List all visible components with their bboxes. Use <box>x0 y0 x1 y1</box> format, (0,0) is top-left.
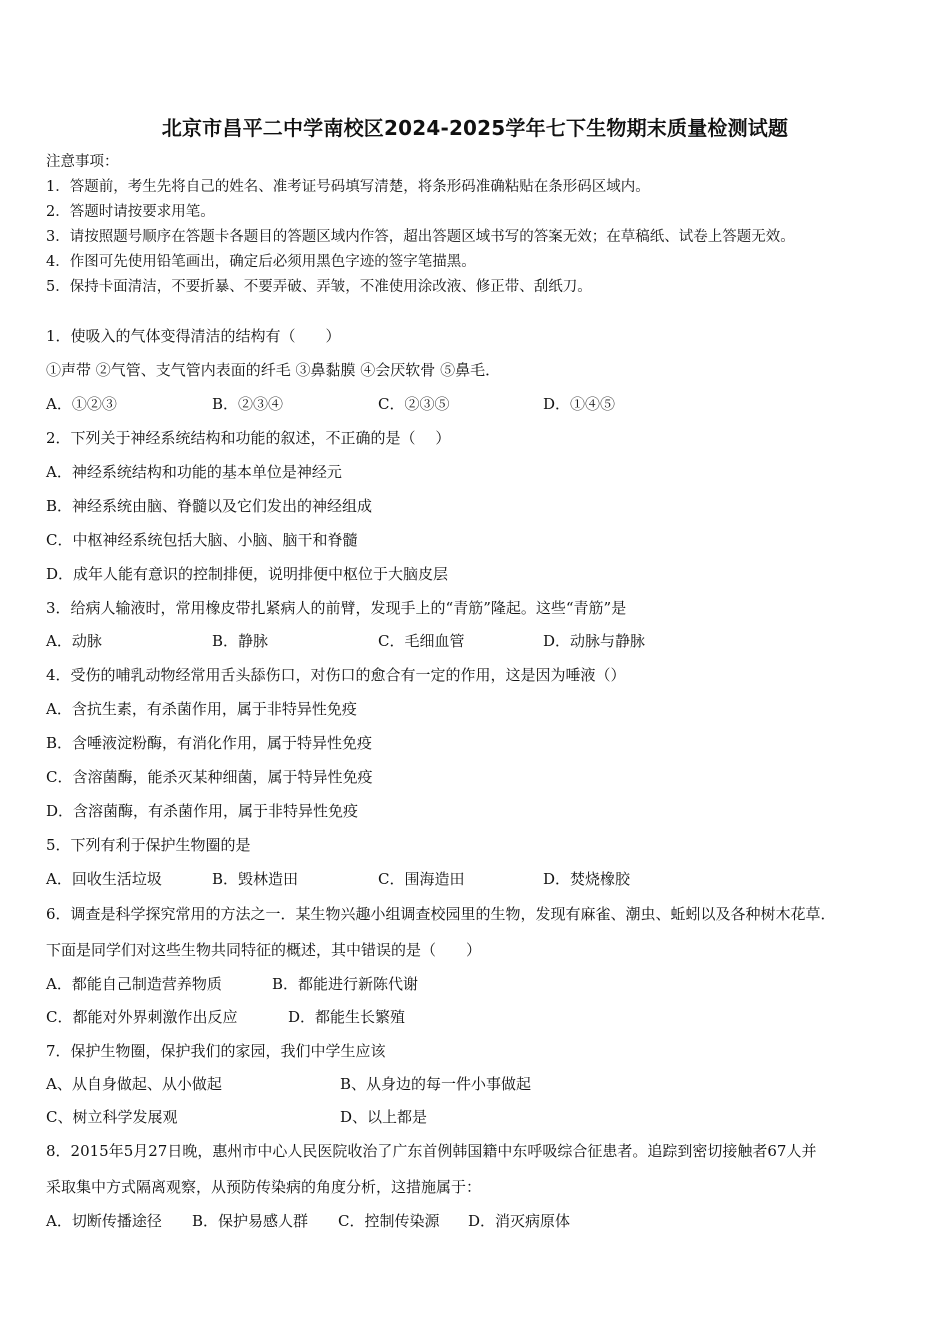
option-b: B、从身边的每一件小事做起 <box>340 1075 532 1093</box>
option-c: C．都能对外界刺激作出反应 <box>46 1008 238 1026</box>
option-a: A．含抗生素，有杀菌作用，属于非特异性免疫 <box>46 700 357 718</box>
option-c: C．②③⑤ <box>378 395 450 413</box>
question-stem: 8．2015年5月27日晚，惠州市中心人民医院收治了广东首例韩国籍中东呼吸综合征患者。追踪到密切接触者67人并 <box>46 1142 817 1160</box>
option-b: B．都能进行新陈代谢 <box>272 975 419 993</box>
question-stem: 1．使吸入的气体变得清洁的结构有（ ） <box>46 327 341 345</box>
question-stem: 5．下列有利于保护生物圈的是 <box>46 836 251 854</box>
option-b: B．含唾液淀粉酶，有消化作用，属于特异性免疫 <box>46 734 373 752</box>
option-c: C．毛细血管 <box>378 632 465 650</box>
option-d: D、以上都是 <box>340 1108 428 1126</box>
option-d: D．①④⑤ <box>543 395 616 413</box>
option-c: C．围海造田 <box>378 870 465 888</box>
option-d: D．成年人能有意识的控制排便，说明排便中枢位于大脑皮层 <box>46 565 449 583</box>
note-item: 4．作图可先使用铅笔画出，确定后必须用黑色字迹的签字笔描黑。 <box>46 254 476 270</box>
option-d: D．焚烧橡胶 <box>543 870 631 888</box>
option-a: A．动脉 <box>46 632 102 650</box>
question-stem: 7．保护生物圈，保护我们的家园，我们中学生应该 <box>46 1042 386 1060</box>
option-c: C．控制传染源 <box>338 1212 440 1230</box>
notes-heading: 注意事项： <box>46 154 119 170</box>
note-item: 2．答题时请按要求用笔。 <box>46 204 215 220</box>
question-stem-continued: 下面是同学们对这些生物共同特征的概述，其中错误的是（ ） <box>46 941 482 959</box>
note-item: 3．请按照题号顺序在答题卡各题目的答题区域内作答，超出答题区域书写的答案无效；在草稿纸、试卷上答题无效。 <box>46 229 795 245</box>
note-item: 1．答题前，考生先将自己的姓名、准考证号码填写清楚，将条形码准确粘贴在条形码区域内。 <box>46 179 650 195</box>
option-c: C．含溶菌酶，能杀灭某种细菌，属于特异性免疫 <box>46 768 373 786</box>
option-a: A、从自身做起、从小做起 <box>46 1075 222 1093</box>
option-d: D．消灭病原体 <box>468 1212 571 1230</box>
option-b: B．②③④ <box>212 395 284 413</box>
option-b: B．神经系统由脑、脊髓以及它们发出的神经组成 <box>46 497 373 515</box>
option-a: A．回收生活垃圾 <box>46 870 162 888</box>
question-stem: 2．下列关于神经系统结构和功能的叙述，不正确的是（ ） <box>46 429 451 447</box>
note-item: 5．保持卡面清洁，不要折暴、不要弄破、弄皱，不准使用涂改液、修正带、刮纸刀。 <box>46 279 592 295</box>
question-stem: 4．受伤的哺乳动物经常用舌头舔伤口，对伤口的愈合有一定的作用，这是因为唾液（） <box>46 666 626 684</box>
question-substem: ①声带 ②气管、支气管内表面的纤毛 ③鼻黏膜 ④会厌软骨 ⑤鼻毛． <box>46 361 501 379</box>
question-stem: 6．调查是科学探究常用的方法之一．某生物兴趣小组调查校园里的生物，发现有麻雀、潮虫、蚯蚓以及各种树木花草． <box>46 905 836 923</box>
option-b: B．静脉 <box>212 632 269 650</box>
page-title: 北京市昌平二中学南校区2024-2025学年七下生物期末质量检测试题 <box>161 116 789 140</box>
option-a: A．切断传播途径 <box>46 1212 162 1230</box>
option-c: C、树立科学发展观 <box>46 1108 178 1126</box>
question-stem: 3．给病人输液时，常用橡皮带扎紧病人的前臂，发现手上的“青筋”隆起。这些“青筋”是 <box>46 599 627 617</box>
option-a: A．都能自己制造营养物质 <box>46 975 222 993</box>
option-d: D．含溶菌酶，有杀菌作用，属于非特异性免疫 <box>46 802 359 820</box>
option-d: D．动脉与静脉 <box>543 632 646 650</box>
option-a: A．①②③ <box>46 395 117 413</box>
option-c: C．中枢神经系统包括大脑、小脑、脑干和脊髓 <box>46 531 358 549</box>
question-stem-continued: 采取集中方式隔离观察，从预防传染病的角度分析，这措施属于： <box>46 1178 482 1196</box>
option-a: A．神经系统结构和功能的基本单位是神经元 <box>46 463 342 481</box>
option-b: B．毁林造田 <box>212 870 299 888</box>
option-d: D．都能生长繁殖 <box>288 1008 406 1026</box>
option-b: B．保护易感人群 <box>192 1212 309 1230</box>
